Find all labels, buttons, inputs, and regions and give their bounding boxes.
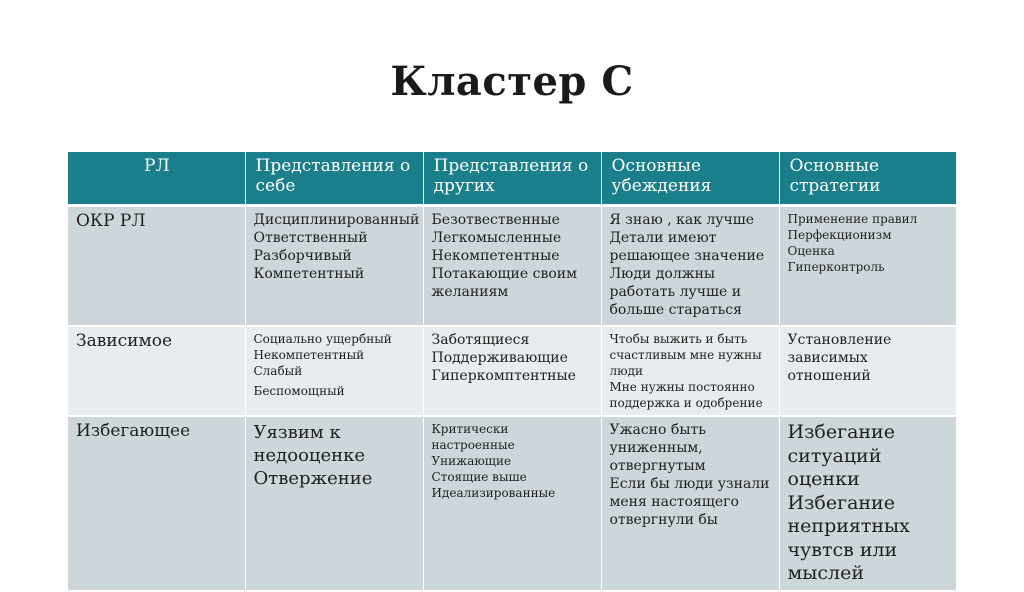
cell-line: Заботящиеся xyxy=(431,332,530,348)
cell-line: Детали имеют xyxy=(609,230,717,246)
cell-line: меня настоящего xyxy=(609,494,739,510)
cell-beliefs xyxy=(601,326,779,416)
cell-line: отвергнутым xyxy=(609,458,706,474)
table-row xyxy=(68,326,956,416)
cell-line: Разборчивый xyxy=(253,248,352,264)
cell-line: Легкомысленные xyxy=(431,230,562,246)
cell-line: Если бы люди узнали xyxy=(609,476,770,492)
cell-line: Избегание xyxy=(787,491,895,514)
cell-line: Чтобы выжить и быть xyxy=(609,332,748,346)
header-pd: РЛ xyxy=(68,152,245,206)
cell-line: Люди должны xyxy=(609,266,716,282)
cell-line: Уязвим к xyxy=(253,422,341,443)
cell-line: Некомпетентный xyxy=(253,348,365,362)
cell-line: счастливым мне нужны xyxy=(609,348,762,362)
cell-others xyxy=(423,326,601,416)
header-strategies: Основные стратегии xyxy=(779,152,956,206)
cell-line: Ужасно быть xyxy=(609,422,706,438)
cell-line: Я знаю , как лучше xyxy=(609,212,755,228)
cell-self xyxy=(245,206,423,327)
cell-line: Безотвественные xyxy=(431,212,560,228)
cell-line: люди xyxy=(609,364,643,378)
table-header-row xyxy=(68,152,956,206)
cell-line: Некомпетентные xyxy=(431,248,560,264)
cell-line: Потакающие своим xyxy=(431,266,577,282)
cell-line: больше стараться xyxy=(609,302,742,318)
cell-line: Отвержение xyxy=(253,468,373,489)
cell-line: Стоящие выше xyxy=(431,470,527,484)
row-name: ОКР РЛ xyxy=(68,206,245,327)
cell-line: Критически настроенные xyxy=(431,422,515,452)
cell-self xyxy=(245,326,423,416)
cell-line: Избегание xyxy=(787,421,895,443)
cell-strategies xyxy=(779,416,956,591)
cell-line: Ответственный xyxy=(253,230,368,246)
cell-line: Мне нужны постоянно xyxy=(609,380,755,394)
header-others: Представления о других xyxy=(423,152,601,206)
cell-others xyxy=(423,416,601,591)
cell-line: работать лучше и xyxy=(609,284,742,300)
cell-line: Применение правил xyxy=(787,212,918,226)
row-name: Избегающее xyxy=(68,416,245,591)
cell-line: Социально ущербный xyxy=(253,332,392,346)
cell-line: униженным, xyxy=(609,440,703,456)
table-row xyxy=(68,416,956,591)
cell-beliefs xyxy=(601,416,779,591)
row-name: Зависимое xyxy=(68,326,245,416)
cell-line: Оценка xyxy=(787,244,835,258)
cell-others xyxy=(423,206,601,327)
cell-self xyxy=(245,416,423,591)
cell-beliefs xyxy=(601,206,779,327)
cell-line: зависимых отношений xyxy=(787,350,871,384)
cell-line: неприятных xyxy=(787,515,910,537)
cell-line: поддержка и одобрение xyxy=(609,396,763,410)
cell-line: Беспомощный xyxy=(253,384,345,398)
cell-line: чувтсв или xyxy=(787,538,898,561)
cell-line: мыслей xyxy=(787,562,865,584)
cluster-table xyxy=(68,152,957,592)
cell-line: Перфекционизм xyxy=(787,228,892,242)
cell-strategies xyxy=(779,326,956,416)
cell-line: Дисциплинированный xyxy=(253,212,420,228)
cell-line: ситуаций оценки xyxy=(787,444,882,490)
cell-line: Унижающие xyxy=(431,454,512,468)
cell-line: Идеализированные xyxy=(431,486,556,500)
cell-line: отвергнули бы xyxy=(609,512,718,528)
cell-line: Гиперкомптентные xyxy=(431,368,576,384)
slide-title: Кластер С xyxy=(390,58,634,105)
cell-line: желаниям xyxy=(431,284,509,300)
cell-line: Установление xyxy=(787,332,892,348)
header-beliefs: Основные убеждения xyxy=(601,152,779,206)
cell-strategies xyxy=(779,206,956,327)
cell-line: недооценке xyxy=(253,445,366,466)
table-row xyxy=(68,206,956,327)
cell-line: Слабый xyxy=(253,364,303,378)
cell-line: решающее значение xyxy=(609,248,765,264)
cell-line: Гиперконтроль xyxy=(787,260,885,274)
header-self: Представления о себе xyxy=(245,152,423,206)
cell-line: Компетентный xyxy=(253,266,365,282)
cell-line: Поддерживающие xyxy=(431,350,568,366)
